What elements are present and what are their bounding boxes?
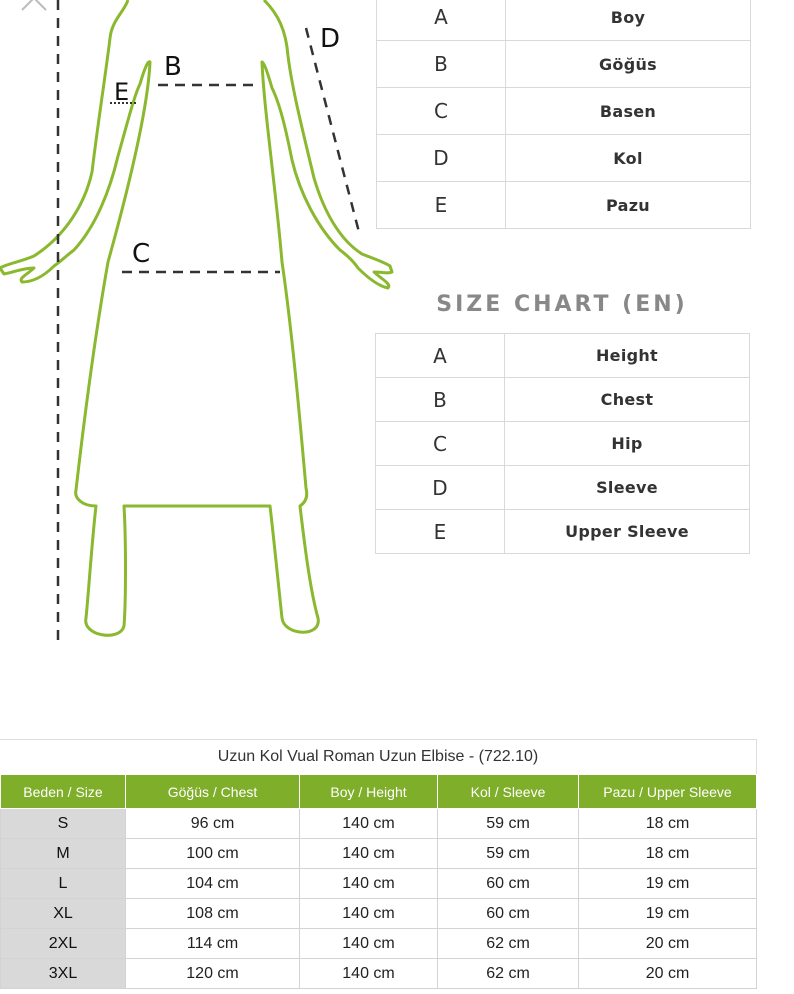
label-c: C: [132, 239, 151, 269]
legend-letter: B: [377, 41, 506, 88]
size-cell: 2XL: [1, 929, 126, 959]
sleeve-cell: 60 cm: [438, 869, 579, 899]
size-table-header-row: [1, 775, 757, 809]
upper-sleeve-cell: 20 cm: [579, 959, 757, 989]
legend-table-tr: [376, 0, 751, 229]
legend-meaning: Basen: [506, 88, 751, 135]
legend-meaning: Hip: [505, 422, 750, 466]
legend-letter: B: [376, 378, 505, 422]
legend-meaning: Chest: [505, 378, 750, 422]
column-header-upper-sleeve: Pazu / Upper Sleeve: [579, 775, 757, 809]
upper-sleeve-cell: 19 cm: [579, 899, 757, 929]
legend-letter: C: [376, 422, 505, 466]
upper-sleeve-cell: 20 cm: [579, 929, 757, 959]
size-table-caption: Uzun Kol Vual Roman Uzun Elbise - (722.10): [0, 739, 757, 774]
height-cell: 140 cm: [300, 959, 438, 989]
size-cell: XL: [1, 899, 126, 929]
column-header-size: Beden / Size: [1, 775, 126, 809]
legend-row: [376, 466, 750, 510]
legend-row: [377, 41, 751, 88]
height-cell: 140 cm: [300, 839, 438, 869]
height-cell: 140 cm: [300, 899, 438, 929]
legend-row: [376, 334, 750, 378]
table-row: [1, 809, 757, 839]
legend-letter: A: [377, 0, 506, 41]
column-header-sleeve: Kol / Sleeve: [438, 775, 579, 809]
height-cell: 140 cm: [300, 929, 438, 959]
sleeve-cell: 60 cm: [438, 899, 579, 929]
size-cell: S: [1, 809, 126, 839]
chest-cell: 100 cm: [126, 839, 300, 869]
sleeve-cell: 59 cm: [438, 839, 579, 869]
upper-sleeve-cell: 19 cm: [579, 869, 757, 899]
legend-row: [377, 88, 751, 135]
legend-letter: C: [377, 88, 506, 135]
table-row: [1, 869, 757, 899]
upper-sleeve-cell: 18 cm: [579, 809, 757, 839]
sleeve-cell: 62 cm: [438, 929, 579, 959]
chest-cell: 108 cm: [126, 899, 300, 929]
upper-sleeve-cell: 18 cm: [579, 839, 757, 869]
legend-row: [377, 182, 751, 229]
column-header-chest: Göğüs / Chest: [126, 775, 300, 809]
legend-row: [376, 378, 750, 422]
height-cell: 140 cm: [300, 809, 438, 839]
column-header-height: Boy / Height: [300, 775, 438, 809]
height-cell: 140 cm: [300, 869, 438, 899]
label-e: E: [114, 78, 130, 106]
size-table: [0, 774, 757, 989]
sleeve-measure-line: [306, 28, 360, 236]
legend-meaning: Boy: [506, 0, 751, 41]
sleeve-cell: 62 cm: [438, 959, 579, 989]
table-row: [1, 839, 757, 869]
size-cell: 3XL: [1, 959, 126, 989]
label-b: B: [164, 52, 182, 82]
legend-meaning: Height: [505, 334, 750, 378]
legend-letter: E: [376, 510, 505, 554]
legend-meaning: Pazu: [506, 182, 751, 229]
chest-cell: 120 cm: [126, 959, 300, 989]
size-cell: M: [1, 839, 126, 869]
legend-row: [377, 0, 751, 41]
table-row: [1, 959, 757, 989]
legend-row: [376, 510, 750, 554]
legend-meaning: Göğüs: [506, 41, 751, 88]
body-measurement-diagram: [0, 0, 400, 660]
size-table-section: [0, 739, 757, 989]
legend-table-en: [375, 333, 750, 554]
legend-meaning: Sleeve: [505, 466, 750, 510]
legend-letter: A: [376, 334, 505, 378]
legend-letter: D: [376, 466, 505, 510]
legend-row: [376, 422, 750, 466]
chest-cell: 104 cm: [126, 869, 300, 899]
legend-letter: D: [377, 135, 506, 182]
size-cell: L: [1, 869, 126, 899]
table-row: [1, 929, 757, 959]
chest-cell: 114 cm: [126, 929, 300, 959]
legend-meaning: Kol: [506, 135, 751, 182]
table-row: [1, 899, 757, 929]
chest-cell: 96 cm: [126, 809, 300, 839]
legend-meaning: Upper Sleeve: [505, 510, 750, 554]
sleeve-cell: 59 cm: [438, 809, 579, 839]
legend-row: [377, 135, 751, 182]
legend-letter: E: [377, 182, 506, 229]
label-d: D: [320, 24, 341, 54]
size-chart-en-title: SIZE CHART (EN): [436, 292, 688, 317]
